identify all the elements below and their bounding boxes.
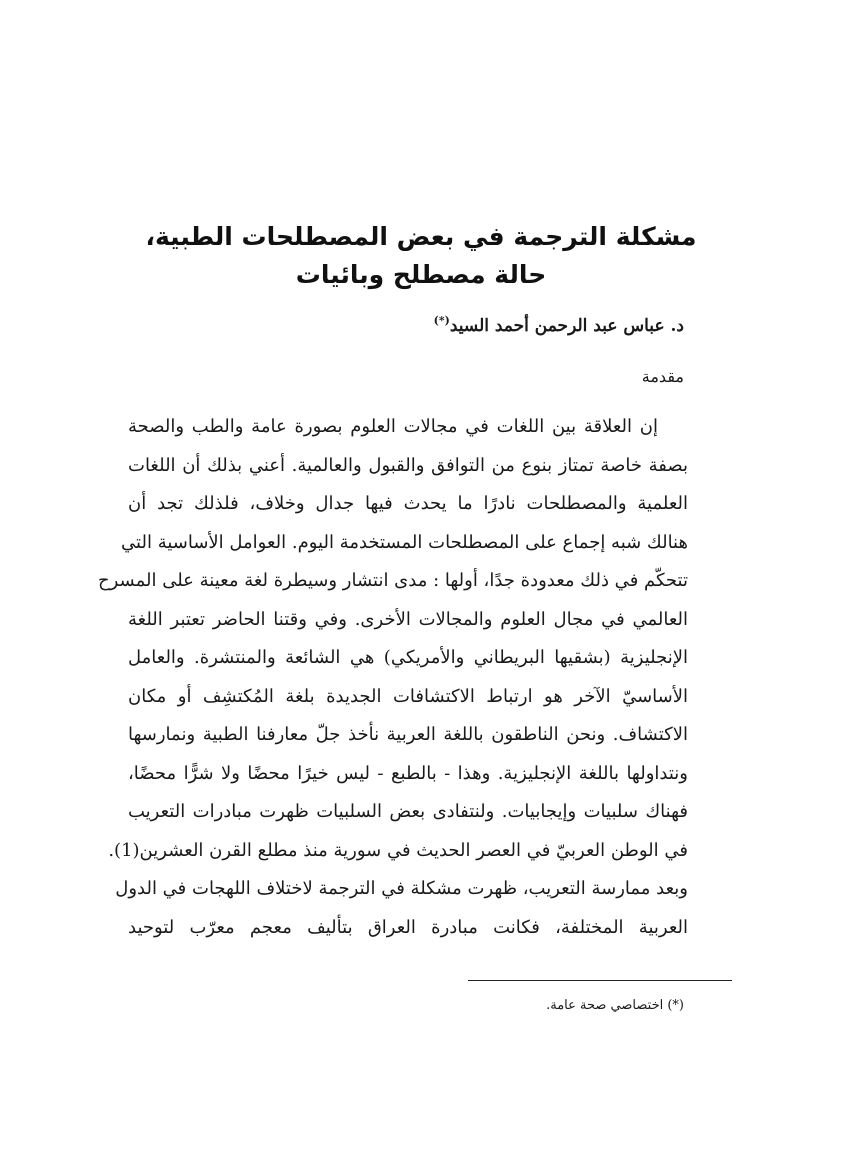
body-line: الإنجليزية (بشقيها البريطاني والأمريكي) هي الشائعة والمنتشرة. والعامل: [128, 647, 688, 668]
body-line: بصفة خاصة تمتاز بنوع من التوافق والقبول والعالمية. أعني بذلك أن اللغات: [128, 454, 688, 476]
body-line: الأساسيّ الآخر هو ارتباط الاكتشافات الجديدة بلغة المُكتشِف أو مكان: [128, 685, 688, 707]
title-line-2: حالة مصطلح وبائيات: [295, 260, 547, 289]
footnote-divider: [468, 980, 732, 981]
body-line: العلمية والمصطلحات نادرًا ما يحدث فيها جدال وخلاف، فلذلك تجد أن: [128, 493, 688, 514]
body-line: هنالك شبه إجماع على المصطلحات المستخدمة اليوم. العوامل الأساسية التي: [121, 531, 688, 553]
body-line: العالمي في مجال العلوم والمجالات الأخرى. وفي وقتنا الحاضر تعتبر اللغة: [128, 608, 688, 630]
body-line: العربية المختلفة، فكانت مبادرة العراق بتأليف معجم معرّب لتوحيد: [128, 916, 688, 938]
body-line: فهناك سلبيات وإيجابيات. ولنتفادى بعض السلبيات ظهرت مبادرات التعريب: [128, 801, 688, 822]
body-line: إن العلاقة بين اللغات في مجالات العلوم بصورة عامة والطب والصحة: [128, 416, 658, 437]
author-name: د. عباس عبد الرحمن أحمد السيد: [449, 316, 684, 336]
body-line: وبعد ممارسة التعريب، ظهرت مشكلة في الترجمة لاختلاف اللهجات في الدول: [115, 878, 688, 899]
title-line-1: مشكلة الترجمة في بعض المصطلحات الطبية،: [145, 222, 697, 251]
body-line: تتحكّم في ذلك معدودة جدًا، أولها : مدى انتشار وسيطرة لغة معينة على المسرح: [97, 570, 688, 591]
author-line: [434, 314, 684, 336]
footnote: (*) اختصاصي صحة عامة.: [546, 998, 684, 1013]
body-line: الاكتشاف. ونحن الناطقون باللغة العربية نأخذ جلّ معارفنا الطبية ونمارسها: [128, 724, 688, 745]
article-title: [100, 218, 742, 294]
body-paragraph: [97, 408, 688, 947]
section-heading: مقدمة: [641, 367, 684, 386]
body-line: في الوطن العربيّ في العصر الحديث في سورية منذ مطلع القرن العشرين(1).: [108, 839, 688, 861]
author-footnote-mark: (*): [433, 314, 450, 327]
body-line: ونتداولها باللغة الإنجليزية. وهذا - بالطبع - ليس خيرًا محضًا ولا شرًّا محضًا،: [128, 762, 688, 784]
